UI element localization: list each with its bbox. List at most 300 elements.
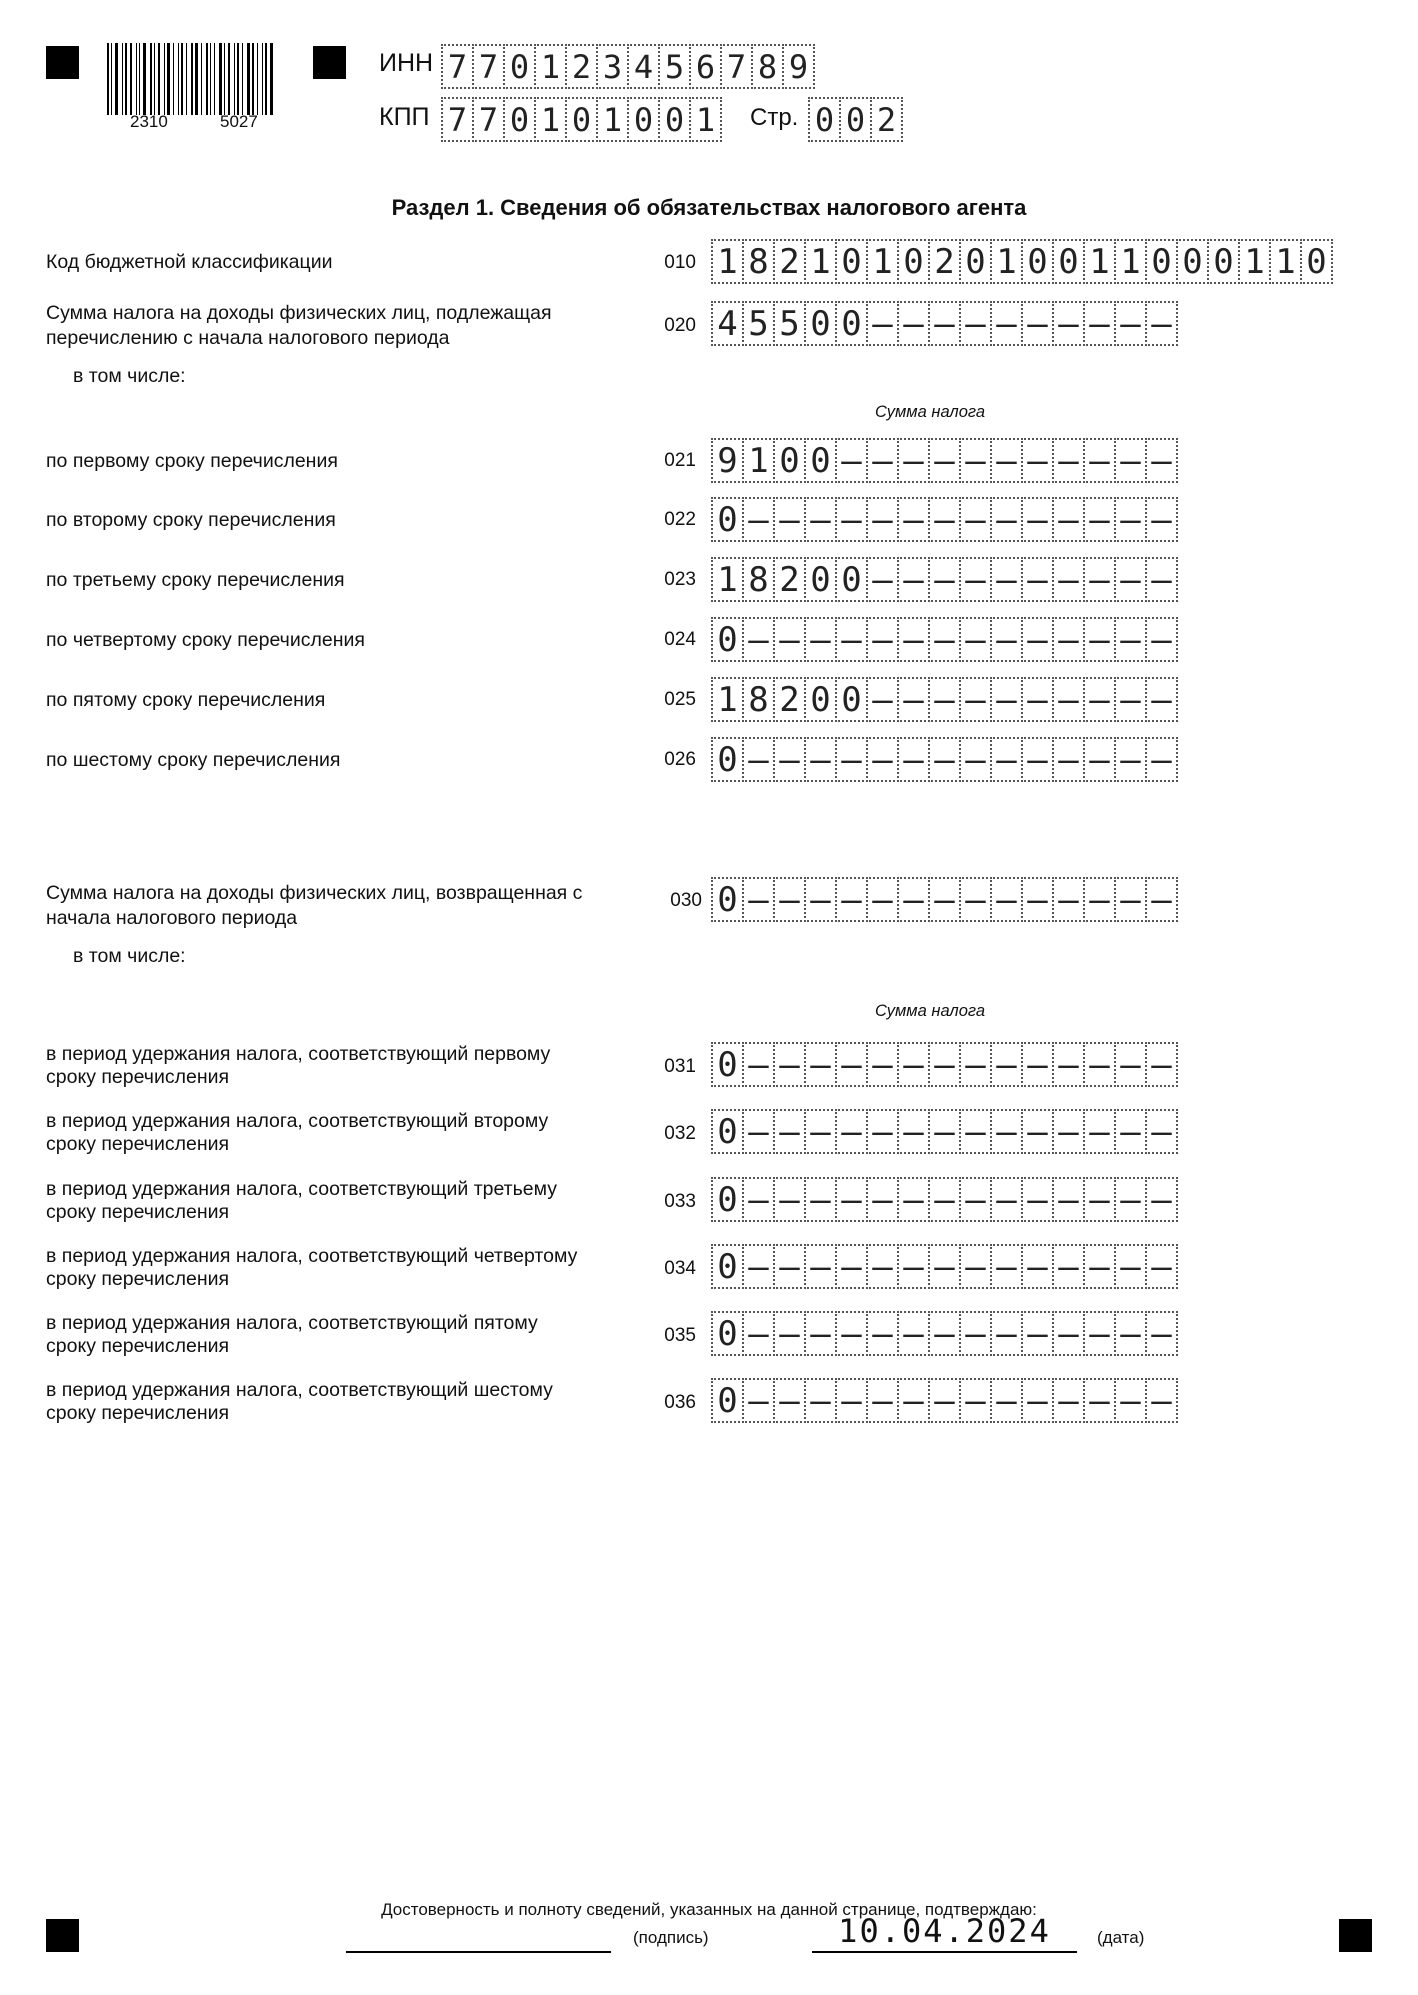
digit-cell[interactable]: –	[990, 737, 1023, 782]
digit-cell[interactable]: –	[773, 1311, 806, 1356]
digit-cell[interactable]: –	[1145, 1244, 1178, 1289]
digit-cell[interactable]: –	[835, 1378, 868, 1423]
digit-cell[interactable]: 0	[835, 301, 868, 346]
digit-cell[interactable]: –	[990, 1378, 1023, 1423]
digit-cell[interactable]: 0	[773, 438, 806, 483]
digit-cell[interactable]: –	[959, 1042, 992, 1087]
digit-cell[interactable]: –	[897, 1311, 930, 1356]
digit-cell[interactable]: –	[835, 1042, 868, 1087]
digit-cell[interactable]: 2	[773, 557, 806, 602]
corner-marker-bottom-left	[46, 1919, 79, 1952]
digit-cell[interactable]: –	[928, 737, 961, 782]
digit-cell[interactable]: 0	[711, 1311, 744, 1356]
digit-cell[interactable]: 7	[472, 44, 505, 89]
digit-cell[interactable]: –	[897, 497, 930, 542]
digit-cell[interactable]: –	[928, 1177, 961, 1222]
digit-cell[interactable]: –	[1052, 1042, 1085, 1087]
digit-cell[interactable]: –	[804, 497, 837, 542]
digit-cell[interactable]: –	[1052, 557, 1085, 602]
barcode-bar	[154, 43, 155, 115]
digit-cell[interactable]: 6	[689, 44, 722, 89]
digit-cell[interactable]: –	[959, 1244, 992, 1289]
digit-cell[interactable]: –	[835, 737, 868, 782]
digit-cell[interactable]: 1	[742, 438, 775, 483]
barcode-bar	[252, 43, 254, 115]
digit-cell[interactable]: –	[1021, 1109, 1054, 1154]
digit-cell[interactable]: 0	[1300, 239, 1333, 284]
barcode-bar	[257, 43, 258, 115]
barcode-bar	[247, 43, 250, 115]
line-020-label-1: Сумма налога на доходы физических лиц, подлежащая	[46, 302, 552, 324]
digit-cell[interactable]: –	[928, 301, 961, 346]
digit-cell[interactable]: –	[773, 877, 806, 922]
digit-cell[interactable]: 2	[870, 97, 903, 142]
digit-cell[interactable]: –	[1052, 1244, 1085, 1289]
digit-cell[interactable]: 0	[711, 1177, 744, 1222]
digit-cell[interactable]: –	[1052, 677, 1085, 722]
digit-cell[interactable]: 0	[711, 877, 744, 922]
digit-cell[interactable]: 1	[1269, 239, 1302, 284]
digit-cell[interactable]: 3	[596, 44, 629, 89]
digit-cell[interactable]: –	[1021, 877, 1054, 922]
digit-cell[interactable]: –	[990, 301, 1023, 346]
digit-cell[interactable]: –	[959, 617, 992, 662]
digit-cell[interactable]: –	[1083, 438, 1116, 483]
digit-cell[interactable]: –	[1083, 1378, 1116, 1423]
digit-cell[interactable]: –	[928, 1109, 961, 1154]
digit-cell[interactable]: –	[804, 877, 837, 922]
digit-cell[interactable]: –	[1114, 1244, 1147, 1289]
barcode-bar	[262, 43, 263, 115]
digit-cell[interactable]: 0	[658, 97, 691, 142]
barcode-bar	[237, 43, 239, 115]
digit-cell[interactable]: –	[1114, 557, 1147, 602]
digit-cell[interactable]: –	[866, 557, 899, 602]
digit-cell[interactable]: –	[959, 1378, 992, 1423]
digit-cell[interactable]: –	[1021, 617, 1054, 662]
digit-cell[interactable]: –	[1145, 1042, 1178, 1087]
digit-cell[interactable]: –	[804, 1177, 837, 1222]
digit-cell[interactable]: 1	[990, 239, 1023, 284]
digit-cell[interactable]: 0	[804, 301, 837, 346]
digit-cell[interactable]: –	[804, 1109, 837, 1154]
digit-cell[interactable]: 4	[711, 301, 744, 346]
digit-cell[interactable]: –	[866, 1109, 899, 1154]
digit-cell[interactable]: –	[742, 1378, 775, 1423]
row-022-label: по второму сроку перечисления	[46, 509, 336, 531]
digit-cell[interactable]: 1	[534, 44, 567, 89]
digit-cell[interactable]: –	[1145, 737, 1178, 782]
digit-cell[interactable]: –	[1021, 438, 1054, 483]
digit-cell[interactable]: 8	[751, 44, 784, 89]
digit-cell[interactable]: 0	[711, 497, 744, 542]
digit-cell[interactable]: –	[866, 438, 899, 483]
kpp-cells	[441, 97, 720, 142]
digit-cell[interactable]: –	[959, 1109, 992, 1154]
digit-cell[interactable]: –	[1114, 301, 1147, 346]
line-030-code: 030	[670, 890, 702, 911]
digit-cell[interactable]: –	[928, 1311, 961, 1356]
digit-cell[interactable]: 7	[472, 97, 505, 142]
digit-cell[interactable]: –	[1052, 438, 1085, 483]
digit-cell[interactable]: –	[773, 497, 806, 542]
digit-cell[interactable]: –	[1083, 737, 1116, 782]
digit-cell[interactable]: 1	[1238, 239, 1271, 284]
digit-cell[interactable]: 0	[835, 677, 868, 722]
row-035-label-1: в период удержания налога, соответствующий пятому	[46, 1312, 538, 1334]
barcode-bar	[234, 43, 235, 115]
barcode-bar	[214, 43, 215, 115]
digit-cell[interactable]: –	[835, 877, 868, 922]
digit-cell[interactable]: 2	[565, 44, 598, 89]
digit-cell[interactable]: –	[1114, 1177, 1147, 1222]
digit-cell[interactable]: –	[835, 1109, 868, 1154]
digit-cell[interactable]: –	[804, 1311, 837, 1356]
digit-cell[interactable]: –	[773, 617, 806, 662]
digit-cell[interactable]: 0	[959, 239, 992, 284]
digit-cell[interactable]: 0	[835, 557, 868, 602]
digit-cell[interactable]: –	[1145, 1311, 1178, 1356]
digit-cell[interactable]: –	[1083, 301, 1116, 346]
row-036-label-1: в период удержания налога, соответствующий шестому	[46, 1379, 553, 1401]
digit-cell[interactable]: –	[773, 1042, 806, 1087]
digit-cell[interactable]: –	[990, 1177, 1023, 1222]
digit-cell[interactable]: –	[1114, 677, 1147, 722]
digit-cell[interactable]: –	[897, 438, 930, 483]
digit-cell[interactable]: –	[742, 497, 775, 542]
barcode	[107, 43, 287, 115]
digit-cell[interactable]: –	[1145, 497, 1178, 542]
row-034-code: 034	[664, 1258, 696, 1279]
digit-cell[interactable]: –	[866, 677, 899, 722]
digit-cell[interactable]: –	[1052, 737, 1085, 782]
digit-cell[interactable]: –	[742, 1042, 775, 1087]
digit-cell[interactable]: –	[1145, 557, 1178, 602]
barcode-bar	[107, 43, 109, 115]
digit-cell[interactable]: –	[928, 557, 961, 602]
digit-cell[interactable]: –	[866, 1042, 899, 1087]
digit-cell[interactable]: –	[866, 497, 899, 542]
digit-cell[interactable]: –	[959, 877, 992, 922]
digit-cell[interactable]: –	[742, 877, 775, 922]
digit-cell[interactable]: 1	[1114, 239, 1147, 284]
digit-cell[interactable]: –	[835, 1311, 868, 1356]
digit-cell[interactable]: 7	[441, 97, 474, 142]
digit-cell[interactable]: –	[1083, 617, 1116, 662]
digit-cell[interactable]: –	[866, 1177, 899, 1222]
digit-cell[interactable]: –	[897, 677, 930, 722]
digit-cell[interactable]: 0	[804, 438, 837, 483]
digit-cell[interactable]: 0	[835, 239, 868, 284]
digit-cell[interactable]: –	[1021, 1378, 1054, 1423]
digit-cell[interactable]: –	[866, 1244, 899, 1289]
digit-cell[interactable]: 8	[742, 239, 775, 284]
digit-cell[interactable]: –	[928, 1244, 961, 1289]
digit-cell[interactable]: 0	[804, 557, 837, 602]
digit-cell[interactable]: –	[897, 1378, 930, 1423]
digit-cell[interactable]: –	[1145, 1378, 1178, 1423]
digit-cell[interactable]: –	[804, 1042, 837, 1087]
digit-cell[interactable]: 0	[711, 737, 744, 782]
digit-cell[interactable]: –	[1052, 1378, 1085, 1423]
digit-cell[interactable]: –	[1052, 877, 1085, 922]
digit-cell[interactable]: –	[928, 438, 961, 483]
digit-cell[interactable]: –	[897, 1042, 930, 1087]
digit-cell[interactable]: –	[1021, 737, 1054, 782]
digit-cell[interactable]: 2	[928, 239, 961, 284]
digit-cell[interactable]: –	[1114, 1042, 1147, 1087]
digit-cell[interactable]: –	[866, 737, 899, 782]
digit-cell[interactable]: –	[1021, 497, 1054, 542]
digit-cell[interactable]: –	[990, 438, 1023, 483]
digit-cell[interactable]: –	[866, 1311, 899, 1356]
digit-cell[interactable]: 0	[711, 1378, 744, 1423]
digit-cell[interactable]: –	[742, 1177, 775, 1222]
barcode-bar	[150, 43, 152, 115]
page-cells	[808, 97, 901, 142]
digit-cell[interactable]: –	[1021, 1177, 1054, 1222]
digit-cell[interactable]: –	[1114, 497, 1147, 542]
digit-cell[interactable]: 0	[627, 97, 660, 142]
barcode-bar	[143, 43, 146, 115]
digit-cell[interactable]: –	[773, 1109, 806, 1154]
digit-cell[interactable]: –	[1052, 497, 1085, 542]
signature-line[interactable]	[346, 1951, 611, 1953]
digit-cell[interactable]: –	[742, 1311, 775, 1356]
digit-cell[interactable]: –	[990, 617, 1023, 662]
digit-cell[interactable]: 2	[773, 677, 806, 722]
digit-cell[interactable]: 0	[711, 1109, 744, 1154]
digit-cell[interactable]: –	[990, 1311, 1023, 1356]
digit-cell[interactable]: 0	[1021, 239, 1054, 284]
digit-cell[interactable]: –	[866, 617, 899, 662]
digit-cell[interactable]: –	[1052, 1177, 1085, 1222]
digit-cell[interactable]: –	[959, 1177, 992, 1222]
digit-cell[interactable]: –	[804, 737, 837, 782]
digit-cell[interactable]: –	[1083, 677, 1116, 722]
digit-cell[interactable]: –	[1021, 1042, 1054, 1087]
digit-cell[interactable]: –	[928, 1042, 961, 1087]
digit-cell[interactable]: 5	[742, 301, 775, 346]
barcode-bar	[167, 43, 170, 115]
digit-cell[interactable]: –	[835, 1177, 868, 1222]
digit-cell[interactable]: –	[897, 1244, 930, 1289]
digit-cell[interactable]: –	[1021, 301, 1054, 346]
digit-cell[interactable]: –	[1145, 1109, 1178, 1154]
digit-cell[interactable]: –	[1083, 1244, 1116, 1289]
digit-cell[interactable]: –	[1114, 1311, 1147, 1356]
digit-cell[interactable]: –	[990, 497, 1023, 542]
digit-cell[interactable]: –	[1021, 1244, 1054, 1289]
digit-cell[interactable]: –	[835, 438, 868, 483]
date-value: 10.04.2024	[838, 1912, 1051, 1950]
digit-cell[interactable]: –	[773, 1177, 806, 1222]
digit-cell[interactable]: –	[1083, 1311, 1116, 1356]
digit-cell[interactable]: –	[1021, 557, 1054, 602]
digit-cell[interactable]: 4	[627, 44, 660, 89]
line-020-cells	[711, 301, 1176, 346]
digit-cell[interactable]: –	[1052, 301, 1085, 346]
digit-cell[interactable]: 0	[503, 44, 536, 89]
digit-cell[interactable]: –	[1083, 1109, 1116, 1154]
digit-cell[interactable]: –	[1114, 737, 1147, 782]
digit-cell[interactable]: –	[1145, 877, 1178, 922]
digit-cell[interactable]: –	[959, 301, 992, 346]
row-024-label: по четвертому сроку перечисления	[46, 629, 365, 651]
digit-cell[interactable]: 1	[689, 97, 722, 142]
digit-cell[interactable]: 9	[711, 438, 744, 483]
digit-cell[interactable]: –	[866, 877, 899, 922]
barcode-bar	[115, 43, 118, 115]
digit-cell[interactable]: –	[897, 301, 930, 346]
signature-label: (подпись)	[633, 1928, 709, 1947]
digit-cell[interactable]: 7	[720, 44, 753, 89]
digit-cell[interactable]: 0	[804, 677, 837, 722]
page-label: Стр.	[750, 104, 799, 131]
digit-cell[interactable]: –	[928, 1378, 961, 1423]
sum-column-header-1: Сумма налога	[875, 403, 986, 421]
row-026-label: по шестому сроку перечисления	[46, 749, 341, 771]
digit-cell[interactable]: 1	[711, 239, 744, 284]
digit-cell[interactable]: –	[990, 677, 1023, 722]
digit-cell[interactable]: 0	[711, 1042, 744, 1087]
digit-cell[interactable]: –	[897, 877, 930, 922]
row-033-label-1: в период удержания налога, соответствующий третьему	[46, 1178, 557, 1200]
digit-cell[interactable]: 0	[711, 1244, 744, 1289]
digit-cell[interactable]: –	[1114, 617, 1147, 662]
digit-cell[interactable]: –	[1083, 1177, 1116, 1222]
digit-cell[interactable]: –	[1052, 1311, 1085, 1356]
row-031-label-2: сроку перечисления	[46, 1066, 230, 1088]
row-032-code: 032	[664, 1123, 696, 1144]
digit-cell[interactable]: –	[1083, 557, 1116, 602]
digit-cell[interactable]: –	[928, 617, 961, 662]
digit-cell[interactable]: 1	[1083, 239, 1116, 284]
digit-cell[interactable]: –	[773, 1378, 806, 1423]
row-026-cells	[711, 737, 1176, 782]
digit-cell[interactable]: –	[959, 557, 992, 602]
digit-cell[interactable]: –	[804, 1244, 837, 1289]
digit-cell[interactable]: 8	[742, 677, 775, 722]
digit-cell[interactable]: –	[1114, 1378, 1147, 1423]
digit-cell[interactable]: –	[990, 1244, 1023, 1289]
digit-cell[interactable]: –	[742, 737, 775, 782]
row-032-cells	[711, 1109, 1176, 1154]
digit-cell[interactable]: –	[742, 1109, 775, 1154]
row-021-label: по первому сроку перечисления	[46, 450, 338, 472]
digit-cell[interactable]: –	[959, 497, 992, 542]
digit-cell[interactable]: 0	[808, 97, 841, 142]
barcode-number-left: 2310	[130, 112, 168, 131]
digit-cell[interactable]: –	[1052, 1109, 1085, 1154]
digit-cell[interactable]: –	[1083, 877, 1116, 922]
digit-cell[interactable]: –	[1114, 438, 1147, 483]
digit-cell[interactable]: –	[866, 1378, 899, 1423]
digit-cell[interactable]: 1	[804, 239, 837, 284]
digit-cell[interactable]: –	[1145, 301, 1178, 346]
digit-cell[interactable]: –	[804, 1378, 837, 1423]
digit-cell[interactable]: –	[928, 677, 961, 722]
digit-cell[interactable]: –	[990, 557, 1023, 602]
digit-cell[interactable]: 1	[711, 557, 744, 602]
digit-cell[interactable]: –	[835, 497, 868, 542]
digit-cell[interactable]: 0	[897, 239, 930, 284]
digit-cell[interactable]: –	[804, 617, 837, 662]
row-021-code: 021	[664, 450, 696, 471]
row-036-label-2: сроку перечисления	[46, 1402, 230, 1424]
digit-cell[interactable]: –	[959, 1311, 992, 1356]
digit-cell[interactable]: –	[1021, 677, 1054, 722]
digit-cell[interactable]: –	[1145, 677, 1178, 722]
line-030-cells	[711, 877, 1176, 922]
digit-cell[interactable]: 7	[441, 44, 474, 89]
digit-cell[interactable]: 2	[773, 239, 806, 284]
barcode-bar	[178, 43, 179, 115]
digit-cell[interactable]: 1	[866, 239, 899, 284]
digit-cell[interactable]: –	[1052, 617, 1085, 662]
digit-cell[interactable]: 0	[1176, 239, 1209, 284]
digit-cell[interactable]: –	[1145, 617, 1178, 662]
digit-cell[interactable]: –	[866, 301, 899, 346]
digit-cell[interactable]: 1	[711, 677, 744, 722]
digit-cell[interactable]: –	[928, 497, 961, 542]
digit-cell[interactable]: –	[1145, 438, 1178, 483]
digit-cell[interactable]: –	[1114, 877, 1147, 922]
digit-cell[interactable]: –	[897, 1109, 930, 1154]
digit-cell[interactable]: –	[835, 617, 868, 662]
digit-cell[interactable]: –	[1083, 1042, 1116, 1087]
digit-cell[interactable]: –	[773, 1244, 806, 1289]
digit-cell[interactable]: 0	[839, 97, 872, 142]
digit-cell[interactable]: –	[959, 438, 992, 483]
digit-cell[interactable]: 5	[773, 301, 806, 346]
digit-cell[interactable]: 9	[782, 44, 815, 89]
kbk-code: 010	[664, 252, 696, 273]
barcode-bar	[111, 43, 112, 115]
digit-cell[interactable]: –	[1114, 1109, 1147, 1154]
digit-cell[interactable]: 8	[742, 557, 775, 602]
digit-cell[interactable]: –	[897, 557, 930, 602]
digit-cell[interactable]: 0	[565, 97, 598, 142]
digit-cell[interactable]: 0	[503, 97, 536, 142]
digit-cell[interactable]: –	[1021, 1311, 1054, 1356]
digit-cell[interactable]: 1	[596, 97, 629, 142]
digit-cell[interactable]: –	[897, 737, 930, 782]
digit-cell[interactable]: –	[959, 737, 992, 782]
digit-cell[interactable]: –	[990, 1109, 1023, 1154]
digit-cell[interactable]: 0	[711, 617, 744, 662]
digit-cell[interactable]: –	[897, 617, 930, 662]
digit-cell[interactable]: –	[1083, 497, 1116, 542]
digit-cell[interactable]: –	[959, 677, 992, 722]
kbk-cells	[711, 239, 1331, 284]
digit-cell[interactable]: –	[990, 1042, 1023, 1087]
digit-cell[interactable]: 0	[1207, 239, 1240, 284]
digit-cell[interactable]: –	[897, 1177, 930, 1222]
digit-cell[interactable]: 5	[658, 44, 691, 89]
digit-cell[interactable]: 0	[1052, 239, 1085, 284]
digit-cell[interactable]: 1	[534, 97, 567, 142]
digit-cell[interactable]: –	[742, 1244, 775, 1289]
digit-cell[interactable]: –	[928, 877, 961, 922]
digit-cell[interactable]: –	[835, 1244, 868, 1289]
digit-cell[interactable]: –	[990, 877, 1023, 922]
digit-cell[interactable]: –	[1145, 1177, 1178, 1222]
digit-cell[interactable]: –	[742, 617, 775, 662]
digit-cell[interactable]: 0	[1145, 239, 1178, 284]
digit-cell[interactable]: –	[773, 737, 806, 782]
row-023-code: 023	[664, 569, 696, 590]
